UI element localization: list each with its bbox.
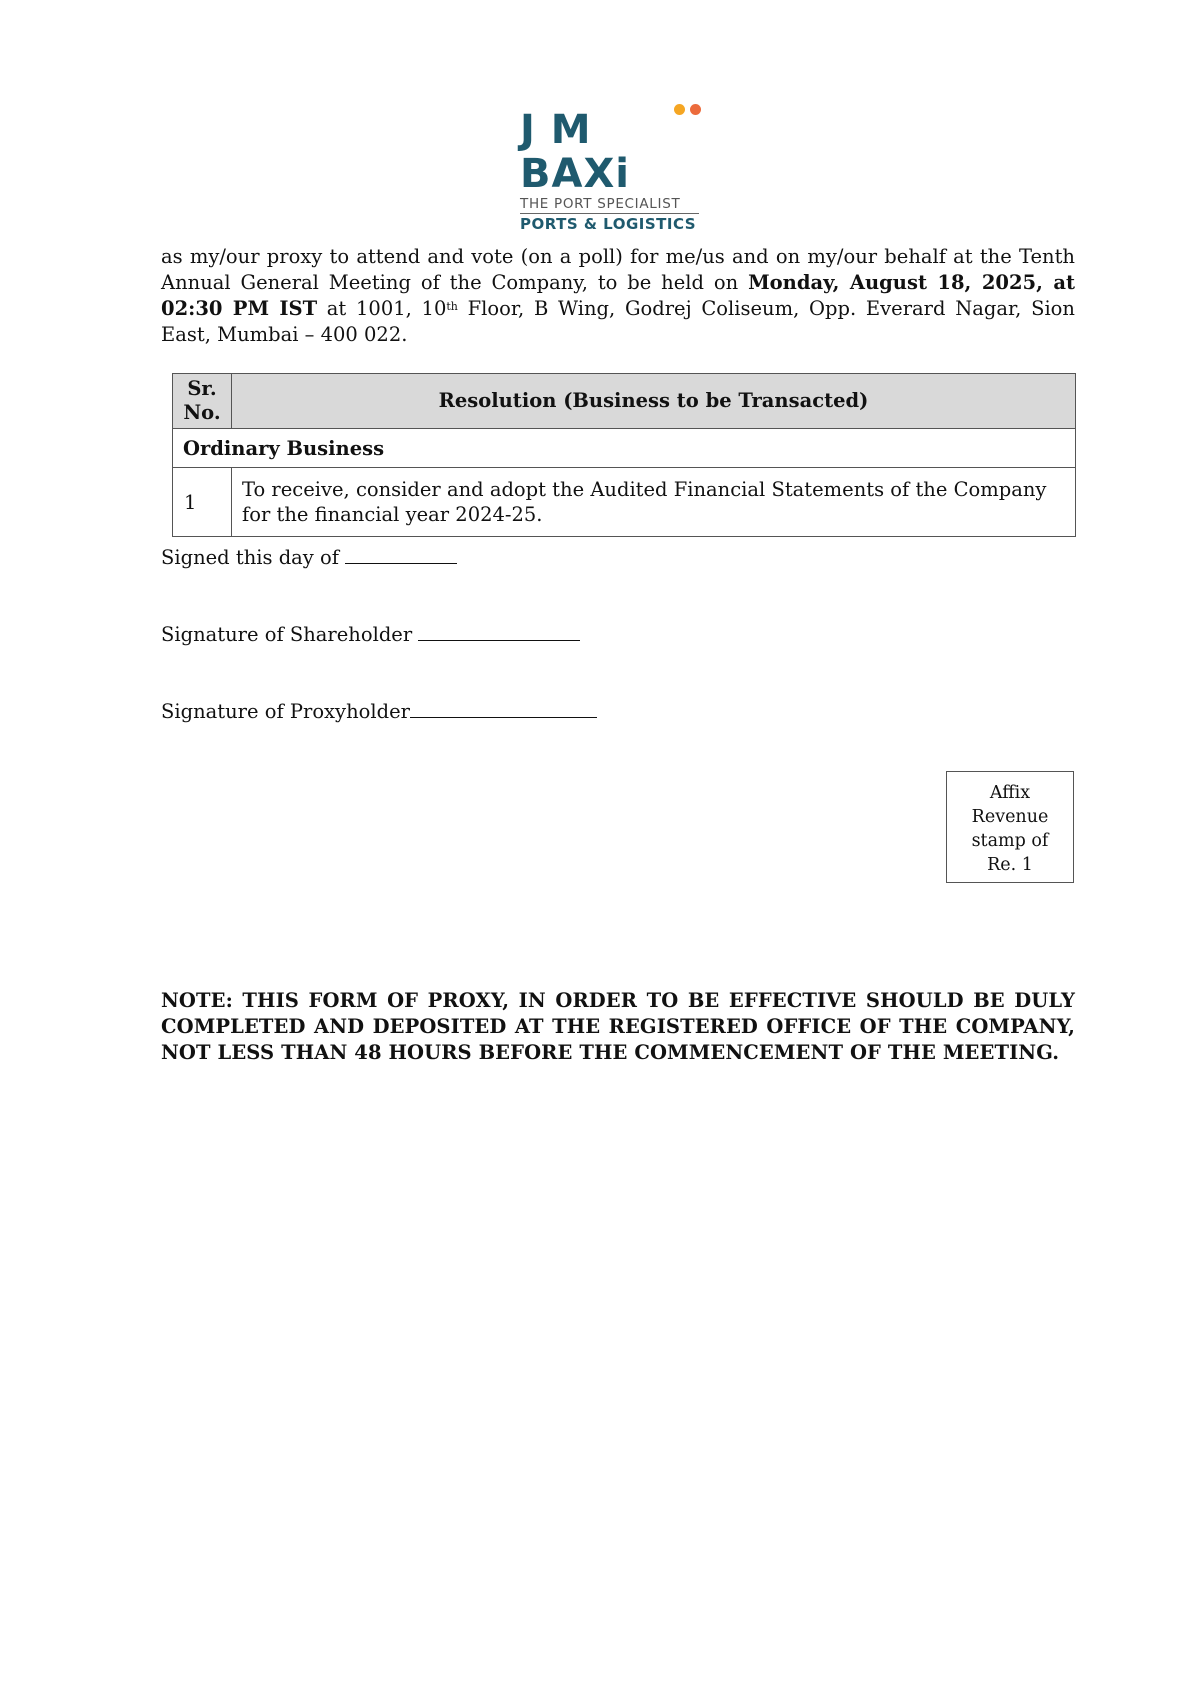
- revenue-stamp-box: [946, 771, 1074, 883]
- signed-day-line: [161, 545, 457, 571]
- table-header-row: [173, 374, 1076, 429]
- row-resolution-text: To receive, consider and adopt the Audited Financial Statements of the Company for the financial year 2024-25.: [232, 468, 1076, 537]
- table-row: [173, 468, 1076, 537]
- proxyholder-signature-label: Signature of Proxyholder: [161, 700, 410, 723]
- logo-dot-orange: [690, 104, 701, 115]
- stamp-line-4: Re. 1: [987, 855, 1033, 875]
- header-sr-no: Sr. No.: [173, 374, 232, 429]
- logo-tagline: THE PORT SPECIALIST: [520, 196, 699, 214]
- shareholder-signature-label: Signature of Shareholder: [161, 623, 413, 646]
- section-ordinary-business: Ordinary Business: [173, 429, 1076, 468]
- proxy-note: NOTE: THIS FORM OF PROXY, IN ORDER TO BE EFFECTIVE SHOULD BE DULY COMPLETED AND DEPOSITED AT THE REGISTERED OFFICE OF THE COMPANY, NOT LESS THAN 48 HOURS BEFORE THE COMMENCEMENT OF THE MEETING.: [161, 989, 1075, 1064]
- logo-dot-yellow: [674, 104, 685, 115]
- meeting-date-time: Monday, August 18, 2025, at 02:30 PM IST: [161, 271, 1076, 320]
- stamp-line-2: Revenue: [971, 807, 1049, 827]
- section-row: [173, 429, 1076, 468]
- company-logo: [520, 98, 710, 233]
- header-resolution: Resolution (Business to be Transacted): [232, 374, 1076, 429]
- shareholder-signature-line: [161, 622, 580, 648]
- row-number: 1: [173, 468, 232, 537]
- stamp-line-1: Affix: [989, 783, 1031, 803]
- logo-dots: [674, 100, 706, 119]
- intro-text-2: at 1001, 10: [317, 297, 447, 320]
- ordinal-suffix: th: [446, 300, 458, 313]
- resolution-table: [172, 373, 1076, 537]
- proxy-intro-paragraph: [161, 244, 1075, 348]
- signed-day-label: Signed this day of: [161, 546, 339, 569]
- logo-name: J M BAXi: [520, 107, 630, 197]
- intro-text-3: Floor, B Wing, Godrej Coliseum, Opp. Everard Nagar, Sion East, Mumbai – 400 022.: [161, 297, 1075, 346]
- signed-day-blank[interactable]: [345, 547, 457, 564]
- shareholder-signature-blank[interactable]: [418, 624, 580, 641]
- logo-subtitle: PORTS & LOGISTICS: [520, 215, 697, 233]
- proxyholder-signature-line: [161, 699, 597, 725]
- proxyholder-signature-blank[interactable]: [410, 701, 597, 718]
- stamp-line-3: stamp of: [971, 831, 1049, 851]
- intro-text-1: as my/our proxy to attend and vote (on a poll) for me/us and on my/our behalf at the Tenth Annual General Meeting of the Company, to be held on: [161, 245, 1075, 294]
